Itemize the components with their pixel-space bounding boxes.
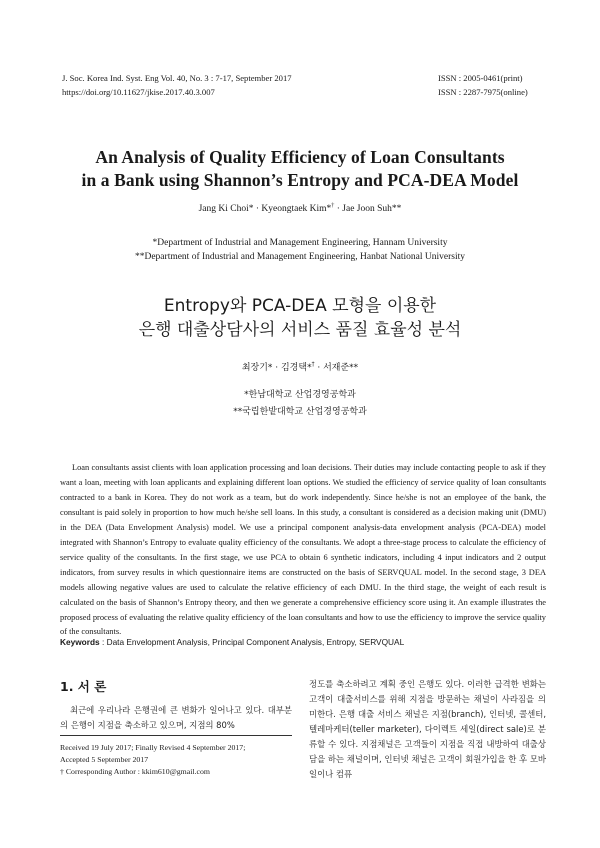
abstract: Loan consultants assist clients with loan application processing and loan decisions. Their duties may include contacting people to ask if they want a loan, meeting with loan applicants and explaining different loan options. We studied the efficiency of service quality of loan consultants contracted to a bank in Korea. They do not work as a team, but do work independently. Since he/she is not an employee of the bank, the consultant is paid solely in proportion to how much he/she sell loans. In this study, a consultant is considered as a decision making unit (DMU) in the DEA (Data Envelopment Analysis) model. We use a principal component analysis-data envelopment analysis (PCA-DEA) model integrated with Shannon’s Entropy to evaluate quality efficiency of the consultants. We adopt a three-stage process to calculate the efficiency of service quality of the consultants. In the first stage, we use PCA to obtain 6 synthetic indicators, including 4 input indicators and 2 output indicators, from survey results in which questionnaire items are constructed on the basis of SERVQUAL model. In the second stage, 3 DEA models allowing negative values are used to calculate the relative efficiency of each DMU. In the third stage, the weight of each result is calculated on the basis of Shannon’s Entropy theory, and then we generate a comprehensive efficiency score using it. An example illustrates the proposed process of evaluating the relative quality efficiency of the loan consultants and how to use the efficiency to improve the service quality of the consultants. (60, 463, 546, 637)
affiliation-ko-1: *한남대학교 산업경영공학과 (244, 390, 356, 400)
corresponding-mark-en: † (331, 203, 335, 209)
issn-block (438, 71, 528, 99)
corresponding-email: Corresponding Author : kkim610@gmail.com (63, 767, 210, 776)
affiliations-english (0, 236, 600, 264)
right-column (309, 677, 546, 782)
author-ko-2: · 서재준** (314, 363, 359, 373)
affiliation-en-1: *Department of Industrial and Management Engineering, Hannam University (152, 238, 448, 248)
footnote (60, 742, 292, 778)
issn-online: ISSN : 2287-7975(online) (438, 87, 528, 97)
footnote-divider (60, 735, 292, 736)
issn-print: ISSN : 2005-0461(print) (438, 73, 523, 83)
author-ko-1: 최장기* · 김경택* (241, 363, 312, 373)
authors-english (0, 203, 600, 214)
intro-paragraph-right: 정도를 축소하려고 계획 중인 은행도 있다. 이러한 급격한 변화는 고객이 대출서비스를 위해 지점을 방문하는 채널이 사라짐을 의미한다. 은행 대출 서비스 채널은 지점(branch), 인터넷, 콜센터, 텔레마케터(teller marketer), 다이렉트 세일(direct sale)로 분류할 수 있다. 지점채널은 고객들이 지점을 직접 내방하여 대출상담을 하는 채널이며, 인터넷 채널은 고객이 회원가입을 한 후 모바일이나 컴퓨 (309, 679, 546, 779)
author-en-2: · Jae Joon Suh** (334, 204, 402, 215)
author-en-1: Jang Ki Choi* · Kyeongtaek Kim* (198, 204, 332, 215)
keywords-list: : Data Envelopment Analysis, Principal Component Analysis, Entropy, SERVQUAL (99, 637, 405, 647)
title-en-line2: in a Bank using Shannon’s Entropy and PCA-DEA Model (81, 170, 519, 190)
received-date: Received 19 July 2017; Finally Revised 4 September 2017; (60, 743, 246, 752)
corresponding-mark-ko: † (311, 362, 315, 368)
authors-korean (0, 360, 600, 373)
keywords (60, 637, 546, 647)
title-ko-line1: Entropy와 PCA-DEA 모형을 이용한 (163, 296, 437, 316)
journal-citation: J. Soc. Korea Ind. Syst. Eng Vol. 40, No. 3 : 7-17, September 2017 (62, 73, 292, 83)
affiliation-en-2: **Department of Industrial and Management Engineering, Hanbat National University (134, 252, 466, 262)
accepted-date: Accepted 5 September 2017 (60, 755, 149, 764)
journal-header (62, 71, 292, 99)
keywords-label: Keywords (60, 637, 100, 647)
left-column (60, 677, 292, 733)
paper-title-korean (0, 294, 600, 342)
section-heading-introduction: 1. 서 론 (60, 679, 107, 694)
title-en-line1: An Analysis of Quality Efficiency of Loan Consultants (95, 147, 505, 167)
corresponding-author (60, 766, 292, 778)
title-ko-line2: 은행 대출상담사의 서비스 품질 효율성 분석 (138, 320, 462, 340)
intro-paragraph-left: 최근에 우리나라 은행권에 큰 변화가 일어나고 있다. 대부분의 은행이 지점을 축소하고 있으며, 지점의 80% (60, 705, 292, 730)
affiliation-ko-2: **국립한밭대학교 산업경영공학과 (233, 407, 367, 417)
dagger-mark: † (60, 767, 64, 776)
affiliations-korean (0, 387, 600, 421)
doi-link[interactable]: https://doi.org/10.11627/jkise.2017.40.3.007 (62, 87, 215, 97)
paper-title-english (0, 146, 600, 192)
